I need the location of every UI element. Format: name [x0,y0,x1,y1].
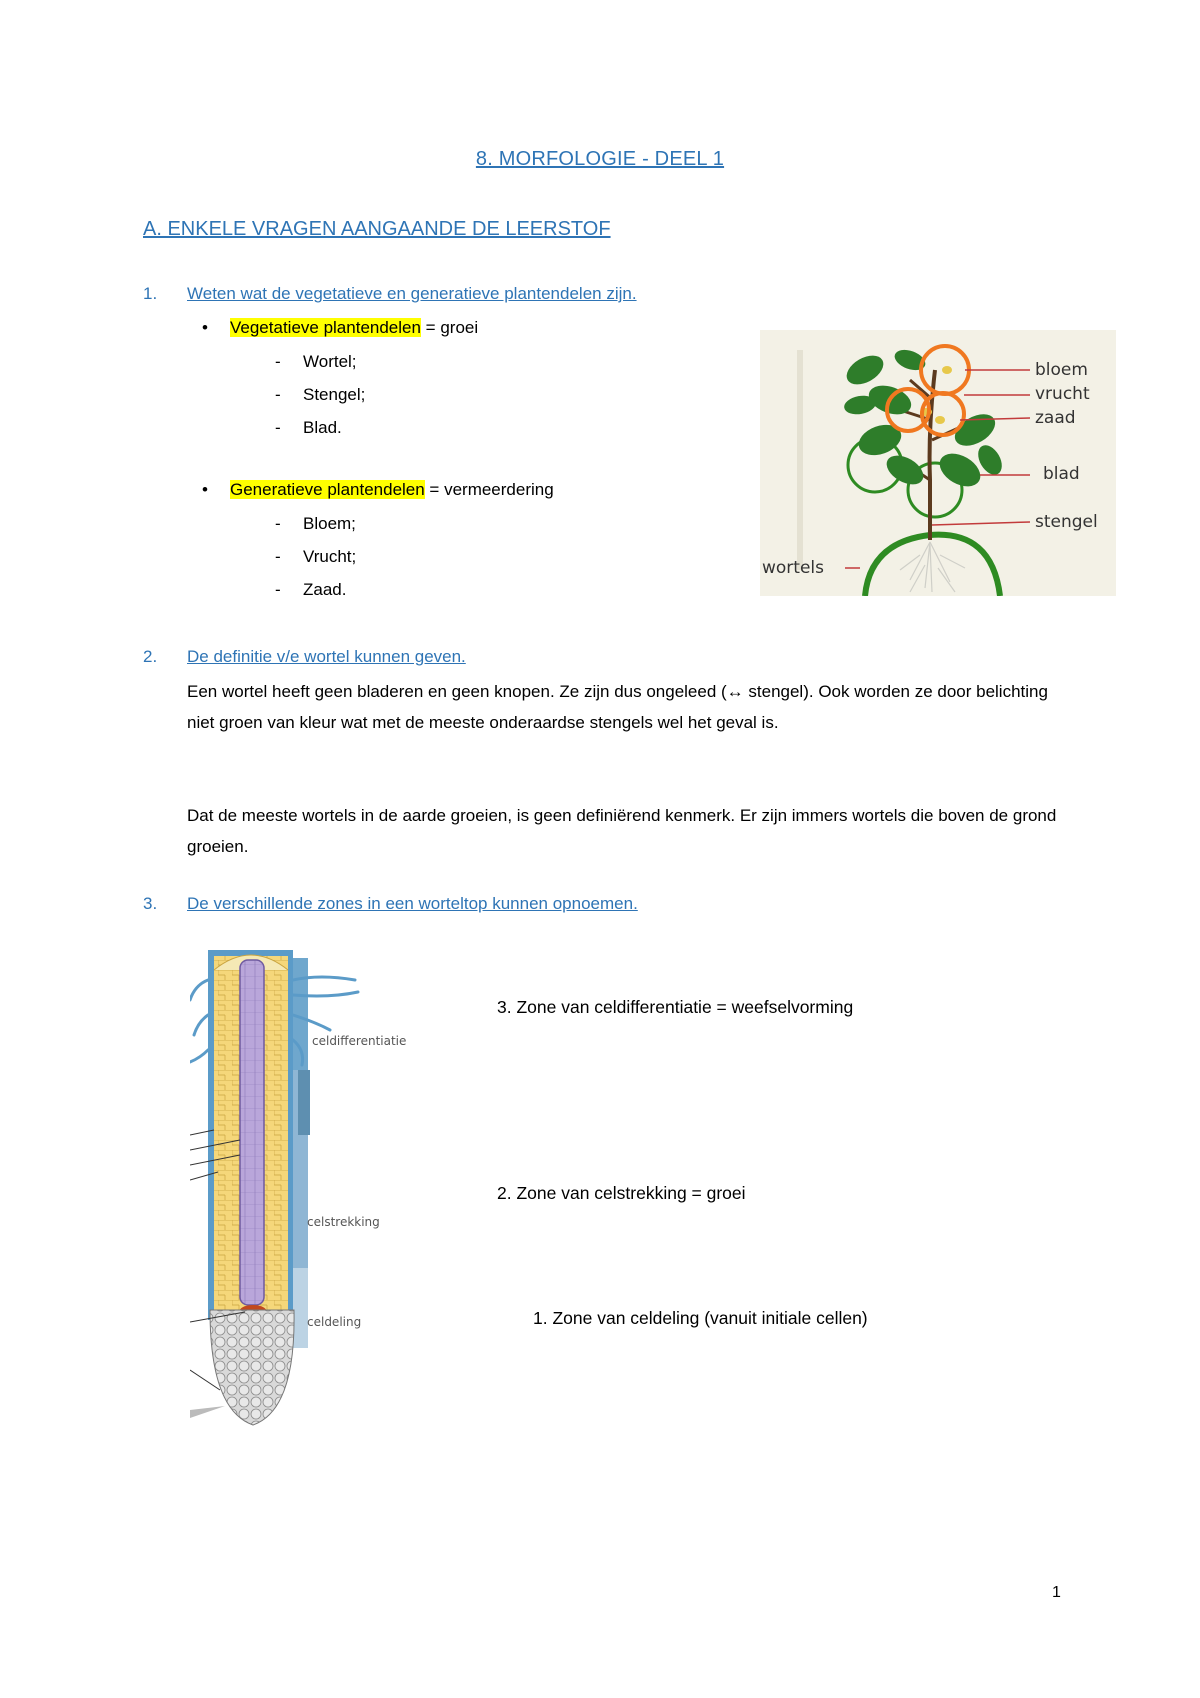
generative-term: Generatieve plantendelen [230,480,425,499]
question-number: 3. [143,894,158,913]
vegetative-term: Vegetatieve plantendelen [230,318,421,337]
question-number: 2. [143,647,158,666]
generative-bullet [202,480,554,500]
question-2-text: De definitie v/e wortel kunnen geven. [187,647,466,666]
generative-definition: = vermeerdering [424,480,554,499]
zone-celdeling: 1. Zone van celdeling (vanuit initiale cellen) [533,1308,868,1328]
question-1-text: Weten wat de vegetatieve en generatieve plantendelen zijn. [187,284,637,303]
definition-paragraph-2: Dat de meeste wortels in de aarde groeien, is geen definiërend kenmerk. Er zijn immers wortels die boven de grond groeien. [187,806,1057,856]
list-item: - Stengel; [275,385,366,404]
root-label-celdifferentiatie: celdifferentiatie [312,1034,407,1048]
page-title: 8. MORFOLOGIE - DEEL 1 [475,148,725,170]
list-item: - Zaad. [275,580,347,599]
root-label-celdeling: celdeling [307,1315,362,1329]
definition-paragraph-1: Een wortel heeft geen bladeren en geen knopen. Ze zijn dus ongeleed (↔ stengel). Ook worden ze door belichting niet groen van kleur wat met de meeste onderaardse stengels wel het geval is. [187,682,1048,732]
plant-label-stengel: stengel [1035,512,1098,532]
question-1 [143,284,157,304]
zone-celdifferentiatie: 3. Zone van celdifferentiatie = weefselvorming [497,997,854,1017]
plant-label-zaad: zaad [1035,408,1076,428]
plant-label-bloem: bloem [1035,360,1088,380]
list-item: - Vrucht; [275,547,357,566]
list-item: - Blad. [275,418,342,437]
question-number: 1. [143,284,158,303]
question-3-text: De verschillende zones in een worteltop kunnen opnoemen. [187,894,638,913]
plant-diagram [760,330,1116,596]
bullet-icon: • [202,480,208,499]
zone-celstrekking: 2. Zone van celstrekking = groei [497,1183,746,1203]
vegetative-bullet [202,318,478,338]
plant-label-wortels: wortels [762,558,824,578]
vegetative-definition: = groei [420,318,479,337]
bullet-icon: • [202,318,208,337]
page-number: 1 [1052,1584,1061,1601]
plant-label-blad: blad [1043,464,1080,484]
section-title: A. ENKELE VRAGEN AANGAANDE DE LEERSTOF [143,218,611,240]
root-tip-diagram [190,940,440,1450]
root-label-celstrekking: celstrekking [307,1215,380,1229]
plant-label-vrucht: vrucht [1035,384,1090,404]
list-item: - Wortel; [275,352,357,371]
list-item: - Bloem; [275,514,356,533]
